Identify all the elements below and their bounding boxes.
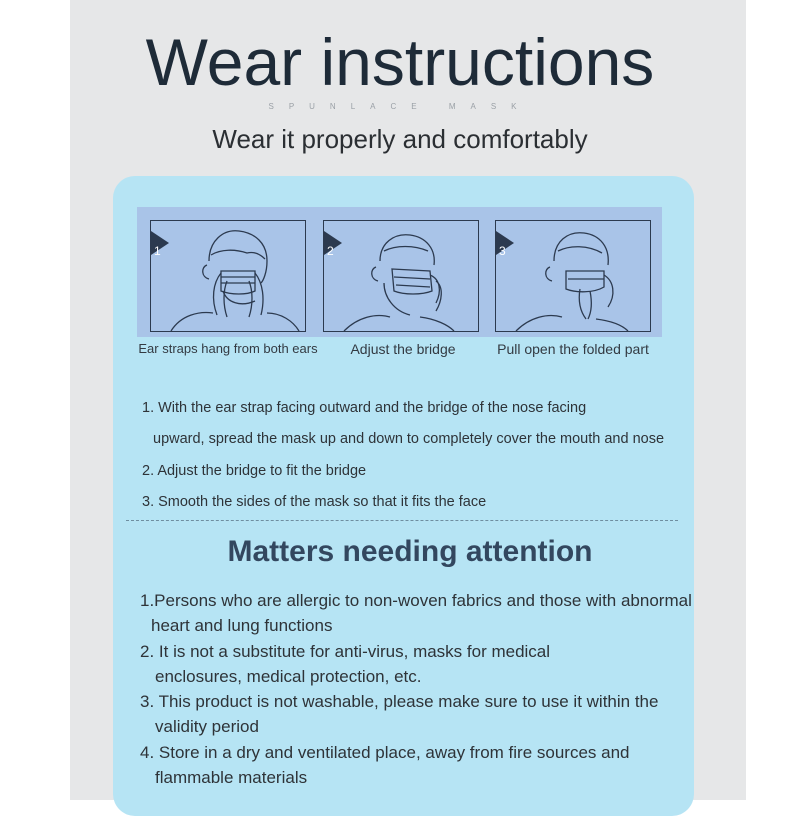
section-divider <box>126 520 678 521</box>
step-3-number: 3 <box>499 244 506 258</box>
attention-item-2a: 2. It is not a substitute for anti-virus, masks for medical <box>140 642 551 661</box>
step-2-illustration <box>323 220 479 332</box>
page-title: Wear instructions <box>145 25 655 99</box>
instruction-line-3: 3. Smooth the sides of the mask so that it fits the face <box>142 494 487 510</box>
brand-tagline: SPUNLACE MASK <box>268 102 532 111</box>
attention-title: Matters needing attention <box>227 535 593 568</box>
face-pull-mask-icon <box>496 221 650 331</box>
step-3-caption: Pull open the folded part <box>497 341 649 357</box>
attention-item-3b: validity period <box>155 717 259 736</box>
step-3-illustration <box>495 220 651 332</box>
step-1-illustration <box>150 220 306 332</box>
attention-item-1b: heart and lung functions <box>151 616 333 635</box>
attention-item-4a: 4. Store in a dry and ventilated place, away from fire sources and <box>140 743 630 762</box>
step-3-badge <box>496 231 514 258</box>
face-hands-on-mask-icon <box>151 221 305 331</box>
instruction-line-1a: 1. With the ear strap facing outward and the bridge of the nose facing <box>142 400 587 416</box>
step-1-badge <box>151 231 169 258</box>
attention-item-1a: 1.Persons who are allergic to non-woven fabrics and those with abnormal <box>140 591 692 610</box>
step-2-number: 2 <box>327 244 334 258</box>
step-1-number: 1 <box>154 244 161 258</box>
face-profile-adjust-icon <box>324 221 478 331</box>
instruction-line-1b: upward, spread the mask up and down to completely cover the mouth and nose <box>153 431 665 447</box>
step-2-badge <box>324 231 342 258</box>
attention-item-4b: flammable materials <box>155 768 308 787</box>
step-2-caption: Adjust the bridge <box>350 341 456 357</box>
attention-item-2b: enclosures, medical protection, etc. <box>155 667 422 686</box>
attention-item-3a: 3. This product is not washable, please make sure to use it within the <box>140 692 659 711</box>
step-1-caption: Ear straps hang from both ears <box>138 341 318 356</box>
page-subtitle: Wear it properly and comfortably <box>212 124 588 154</box>
instruction-line-2: 2. Adjust the bridge to fit the bridge <box>142 463 367 479</box>
